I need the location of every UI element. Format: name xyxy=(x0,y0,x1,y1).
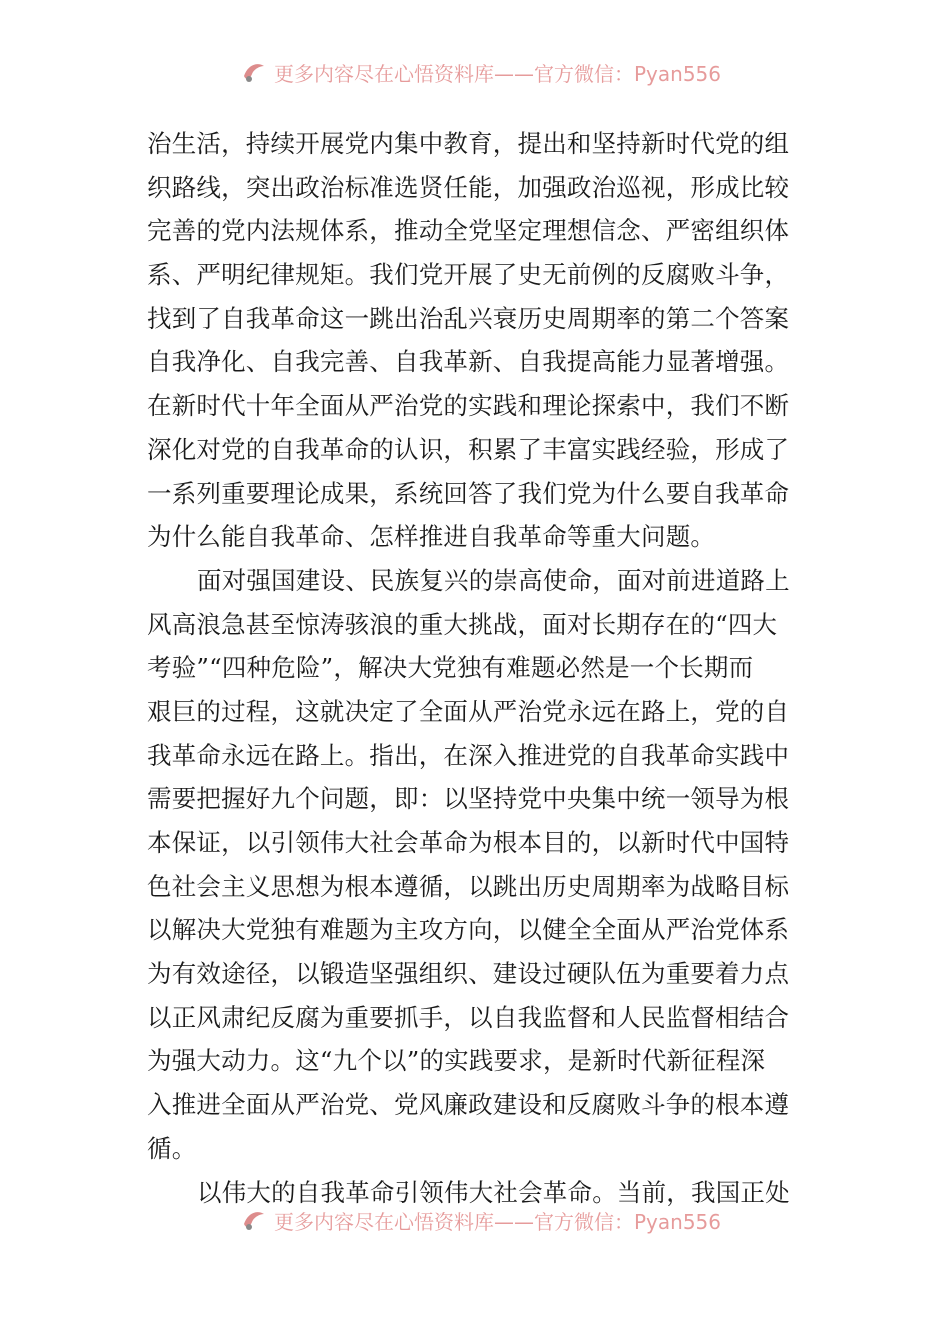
text-line: 色社会主义思想为根本遵循，以跳出历史周期率为战略目标 xyxy=(147,871,790,901)
brand-logo-icon xyxy=(240,60,268,84)
text-line: 入推进全面从严治党、党风廉政建设和反腐败斗争的根本遵 xyxy=(147,1090,790,1120)
brand-logo-icon xyxy=(240,1208,268,1232)
text-line: 循。 xyxy=(147,1133,197,1163)
text-line: 完善的党内法规体系，推动全党坚定理想信念、严密组织体 xyxy=(147,216,790,246)
text-line: 织路线，突出政治标准选贤任能，加强政治巡视，形成比较 xyxy=(147,172,790,202)
text-line: 治生活，持续开展党内集中教育，提出和坚持新时代党的组 xyxy=(147,129,790,158)
text-line: 为什么能自我革命、怎样推进自我革命等重大问题。 xyxy=(147,522,716,552)
text-line: 艰巨的过程，这就决定了全面从严治党永远在路上，党的自 xyxy=(147,696,790,726)
text-line: 为强大动力。这“九个以”的实践要求，是新时代新征程深 xyxy=(147,1046,766,1076)
text-line: 在新时代十年全面从严治党的实践和理论探索中，我们不断 xyxy=(147,391,790,421)
text-line: 风高浪急甚至惊涛骇浪的重大挑战，面对长期存在的“四大 xyxy=(147,609,778,639)
text-line: 找到了自我革命这一跳出治乱兴衰历史周期率的第二个答案 xyxy=(147,303,790,333)
paragraph-start-line: 以伟大的自我革命引领伟大社会革命。当前，我国正处 xyxy=(197,1177,790,1207)
footer-watermark xyxy=(240,1208,721,1232)
document-body xyxy=(147,122,811,1214)
text-line: 以正风肃纪反腐为重要抓手，以自我监督和人民监督相结合 xyxy=(147,1002,790,1032)
paragraph-start-line: 面对强国建设、民族复兴的崇高使命，面对前进道路上 xyxy=(197,565,790,595)
text-line: 自我净化、自我完善、自我革新、自我提高能力显著增强。 xyxy=(147,347,790,377)
text-line: 本保证，以引领伟大社会革命为根本目的，以新时代中国特 xyxy=(147,828,790,857)
text-line: 系、严明纪律规矩。我们党开展了史无前例的反腐败斗争， xyxy=(147,260,790,290)
text-line: 深化对党的自我革命的认识，积累了丰富实践经验，形成了 xyxy=(147,434,790,464)
text-line: 一系列重要理论成果，系统回答了我们党为什么要自我革命 xyxy=(147,478,790,508)
watermark-text: 更多内容尽在心悟资料库——官方微信：Pyan556 xyxy=(274,61,722,86)
watermark-text: 更多内容尽在心悟资料库——官方微信：Pyan556 xyxy=(274,1209,722,1234)
text-line: 我革命永远在路上。指出，在深入推进党的自我革命实践中 xyxy=(147,740,790,770)
header-watermark xyxy=(240,60,721,84)
text-line: 考验”“四种危险”，解决大党独有难题必然是一个长期而 xyxy=(147,653,754,683)
text-line: 以解决大党独有难题为主攻方向，以健全全面从严治党体系 xyxy=(147,915,790,945)
text-line: 需要把握好九个问题，即：以坚持党中央集中统一领导为根 xyxy=(147,784,790,814)
text-line: 为有效途径，以锻造坚强组织、建设过硬队伍为重要着力点 xyxy=(147,959,790,989)
